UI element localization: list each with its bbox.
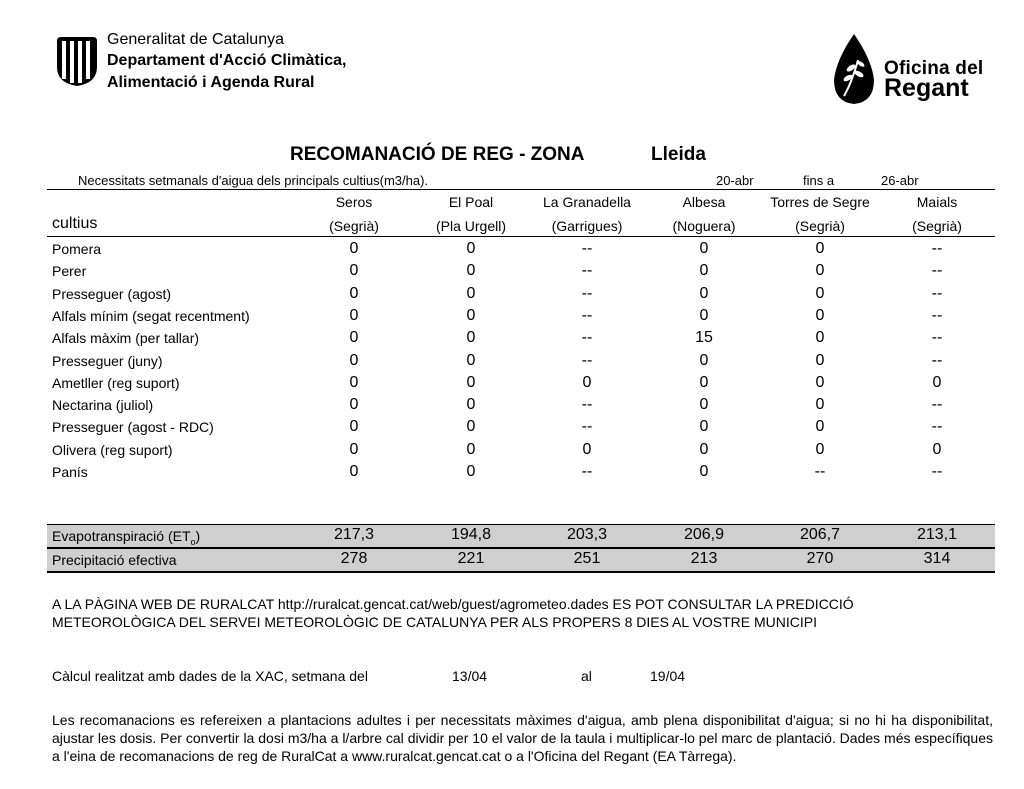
zone-name: Lleida — [651, 144, 706, 165]
column-region-la-granadella: (Garrigues) — [551, 218, 623, 234]
table-cell: 0 — [699, 240, 709, 257]
column-name-maials: Maials — [916, 194, 958, 210]
eto-value: 206,9 — [683, 526, 725, 543]
table-cell: 0 — [349, 262, 359, 280]
calc-week-to: 19/04 — [650, 668, 686, 684]
table-cell: -- — [931, 284, 943, 302]
table-cell: 0 — [815, 329, 825, 347]
precip-value: 213 — [690, 550, 718, 567]
table-cell: 0 — [466, 463, 476, 480]
table-cell: 0 — [349, 440, 359, 458]
precip-value: 314 — [923, 550, 951, 567]
table-cell: 0 — [466, 240, 476, 257]
column-region-maials: (Segrià) — [912, 218, 962, 234]
calc-label: Càlcul realitzat amb dades de la XAC, setmana del — [52, 668, 368, 684]
department-name-line1: Departament d'Acció Climàtica, — [107, 52, 347, 69]
table-cell: 0 — [582, 440, 592, 458]
crop-name: Olivera (reg suport) — [52, 441, 173, 458]
table-cell: -- — [931, 306, 943, 324]
page-title: RECOMANACIÓ DE REG - ZONA — [290, 144, 585, 165]
period-from: 20-abr — [716, 173, 754, 188]
table-cell: 0 — [349, 329, 359, 347]
eto-value: 194,8 — [450, 526, 492, 543]
column-name-el-poal: El Poal — [448, 194, 494, 210]
table-cell: 0 — [699, 262, 709, 280]
column-region-albesa: (Noguera) — [672, 218, 736, 234]
period-to: 26-abr — [881, 173, 919, 188]
eto-label-text: Evapotranspiració (ET — [52, 528, 191, 544]
table-cell: 15 — [695, 329, 713, 347]
table-cell: 0 — [582, 373, 592, 391]
calc-week-al: al — [581, 668, 592, 684]
table-cell: 0 — [699, 284, 709, 302]
column-name-seros: Seros — [335, 194, 373, 210]
table-subtitle: Necessitats setmanals d'aigua dels principals cultius(m3/ha). — [78, 173, 429, 188]
column-name-torres-de-segre: Torres de Segre — [770, 194, 870, 210]
table-cell: 0 — [466, 351, 476, 369]
divider — [47, 571, 995, 573]
eto-label — [52, 528, 200, 547]
table-cell: 0 — [815, 418, 825, 436]
table-cell: 0 — [349, 351, 359, 369]
table-cell: -- — [931, 418, 943, 436]
crop-name: Perer — [52, 263, 87, 280]
crop-name: Nectarina (juliol) — [52, 397, 154, 414]
crop-name: Panís — [52, 464, 88, 480]
brand-name-line2: Regant — [884, 74, 969, 102]
precip-value: 221 — [457, 550, 485, 567]
table-cell: 0 — [932, 373, 942, 391]
column-region-seros: (Segrià) — [329, 218, 379, 234]
table-cell: 0 — [349, 306, 359, 324]
table-cell: -- — [931, 463, 943, 480]
table-cell: -- — [581, 306, 593, 324]
footnote: Les recomanacions es refereixen a plantacions adultes i per necessitats màximes d'aigua, amb plena disponibilitat d'aigua; si no hi ha disponibilitat, ajustar les dosis. Per convertir la dosi m3/ha a l/arbre cal dividir per 10 el valor de la taula i multiplicar-lo pel marc de plantació. Dades més específiques a l'eina de recomanacions de reg de RuralCat a www.ruralcat.gencat.cat o a l'Oficina del Regant (EA Tàrrega). — [52, 712, 993, 764]
precip-value: 278 — [340, 550, 368, 567]
precip-value: 270 — [806, 550, 834, 567]
table-cell: 0 — [815, 306, 825, 324]
column-region-torres-de-segre: (Segrià) — [795, 218, 845, 234]
brand-name-line1: Oficina del — [884, 58, 984, 79]
divider — [47, 236, 995, 237]
table-cell: 0 — [349, 418, 359, 436]
table-cell: 0 — [349, 373, 359, 391]
table-cell: 0 — [349, 463, 359, 480]
table-cell: -- — [931, 396, 943, 414]
table-cell: 0 — [815, 440, 825, 458]
table-cell: 0 — [466, 284, 476, 302]
table-cell: 0 — [699, 440, 709, 458]
crop-name: Presseguer (juny) — [52, 352, 163, 369]
table-cell: -- — [931, 351, 943, 369]
table-cell: 0 — [815, 262, 825, 280]
table-cell: 0 — [466, 418, 476, 436]
table-cell: 0 — [466, 440, 476, 458]
table-cell: -- — [581, 240, 593, 257]
department-name-line2: Alimentació i Agenda Rural — [107, 74, 315, 91]
table-cell: 0 — [699, 373, 709, 391]
ruralcat-web-note: A LA PÀGINA WEB DE RURALCAT http://ruralcat.gencat.cat/web/guest/agrometeo.dades ES POT CONSULTAR LA PREDICCIÓ METEOROLÒGICA DEL SERVEI METEOROLÒGIC DE CATALUNYA PER ALS PROPERS 8 DIES AL VOSTRE MUNICIPI — [52, 596, 854, 630]
table-cell: 0 — [466, 262, 476, 280]
column-name-albesa: Albesa — [682, 194, 726, 210]
crop-name: Alfals mínim (segat recentment) — [52, 307, 250, 324]
crop-name: Presseguer (agost - RDC) — [52, 419, 214, 436]
table-cell: -- — [581, 418, 593, 436]
table-cell: 0 — [815, 396, 825, 414]
table-cell: 0 — [815, 373, 825, 391]
table-cell: -- — [931, 262, 943, 280]
table-cell: -- — [581, 463, 593, 480]
crop-name: Presseguer (agost) — [52, 285, 172, 302]
generalitat-logo-icon — [55, 37, 99, 87]
period-separator: fins a — [803, 173, 835, 188]
divider — [47, 189, 995, 190]
table-cell: 0 — [699, 396, 709, 414]
table-cell: 0 — [466, 306, 476, 324]
table-cell: 0 — [349, 396, 359, 414]
table-cell: 0 — [699, 351, 709, 369]
crop-column-header: cultius — [52, 215, 98, 232]
crop-name: Alfals màxim (per tallar) — [52, 330, 200, 347]
table-cell: 0 — [349, 284, 359, 302]
table-cell: 0 — [699, 306, 709, 324]
table-cell: -- — [931, 329, 943, 347]
table-cell: -- — [581, 262, 593, 280]
precip-label: Precipitació efectiva — [52, 552, 177, 568]
crop-name: Ametller (reg suport) — [52, 374, 180, 391]
table-cell: -- — [931, 240, 943, 257]
table-cell: 0 — [815, 351, 825, 369]
eto-value: 217,3 — [333, 526, 375, 543]
table-cell: -- — [581, 284, 593, 302]
crop-name: Pomera — [52, 241, 102, 257]
eto-value: 206,7 — [799, 526, 841, 543]
org-name: Generalitat de Catalunya — [107, 31, 284, 48]
table-cell: 0 — [466, 329, 476, 347]
table-cell: -- — [814, 463, 826, 480]
eto-value: 203,3 — [566, 526, 608, 543]
table-cell: 0 — [815, 240, 825, 257]
table-cell: -- — [581, 396, 593, 414]
table-cell: 0 — [932, 440, 942, 458]
precip-value: 251 — [573, 550, 601, 567]
eto-label-sub: o — [190, 536, 196, 547]
table-cell: 0 — [699, 418, 709, 436]
eto-label-end: ) — [195, 528, 201, 544]
table-cell: 0 — [815, 284, 825, 302]
table-cell: -- — [581, 329, 593, 347]
column-name-la-granadella: La Granadella — [543, 194, 631, 210]
calc-week-from: 13/04 — [452, 668, 488, 684]
table-cell: -- — [581, 351, 593, 369]
table-cell: 0 — [466, 373, 476, 391]
table-cell: 0 — [349, 240, 359, 257]
eto-value: 213,1 — [916, 526, 958, 543]
table-cell: 0 — [699, 463, 709, 480]
table-cell: 0 — [466, 396, 476, 414]
column-region-el-poal: (Pla Urgell) — [435, 218, 506, 234]
